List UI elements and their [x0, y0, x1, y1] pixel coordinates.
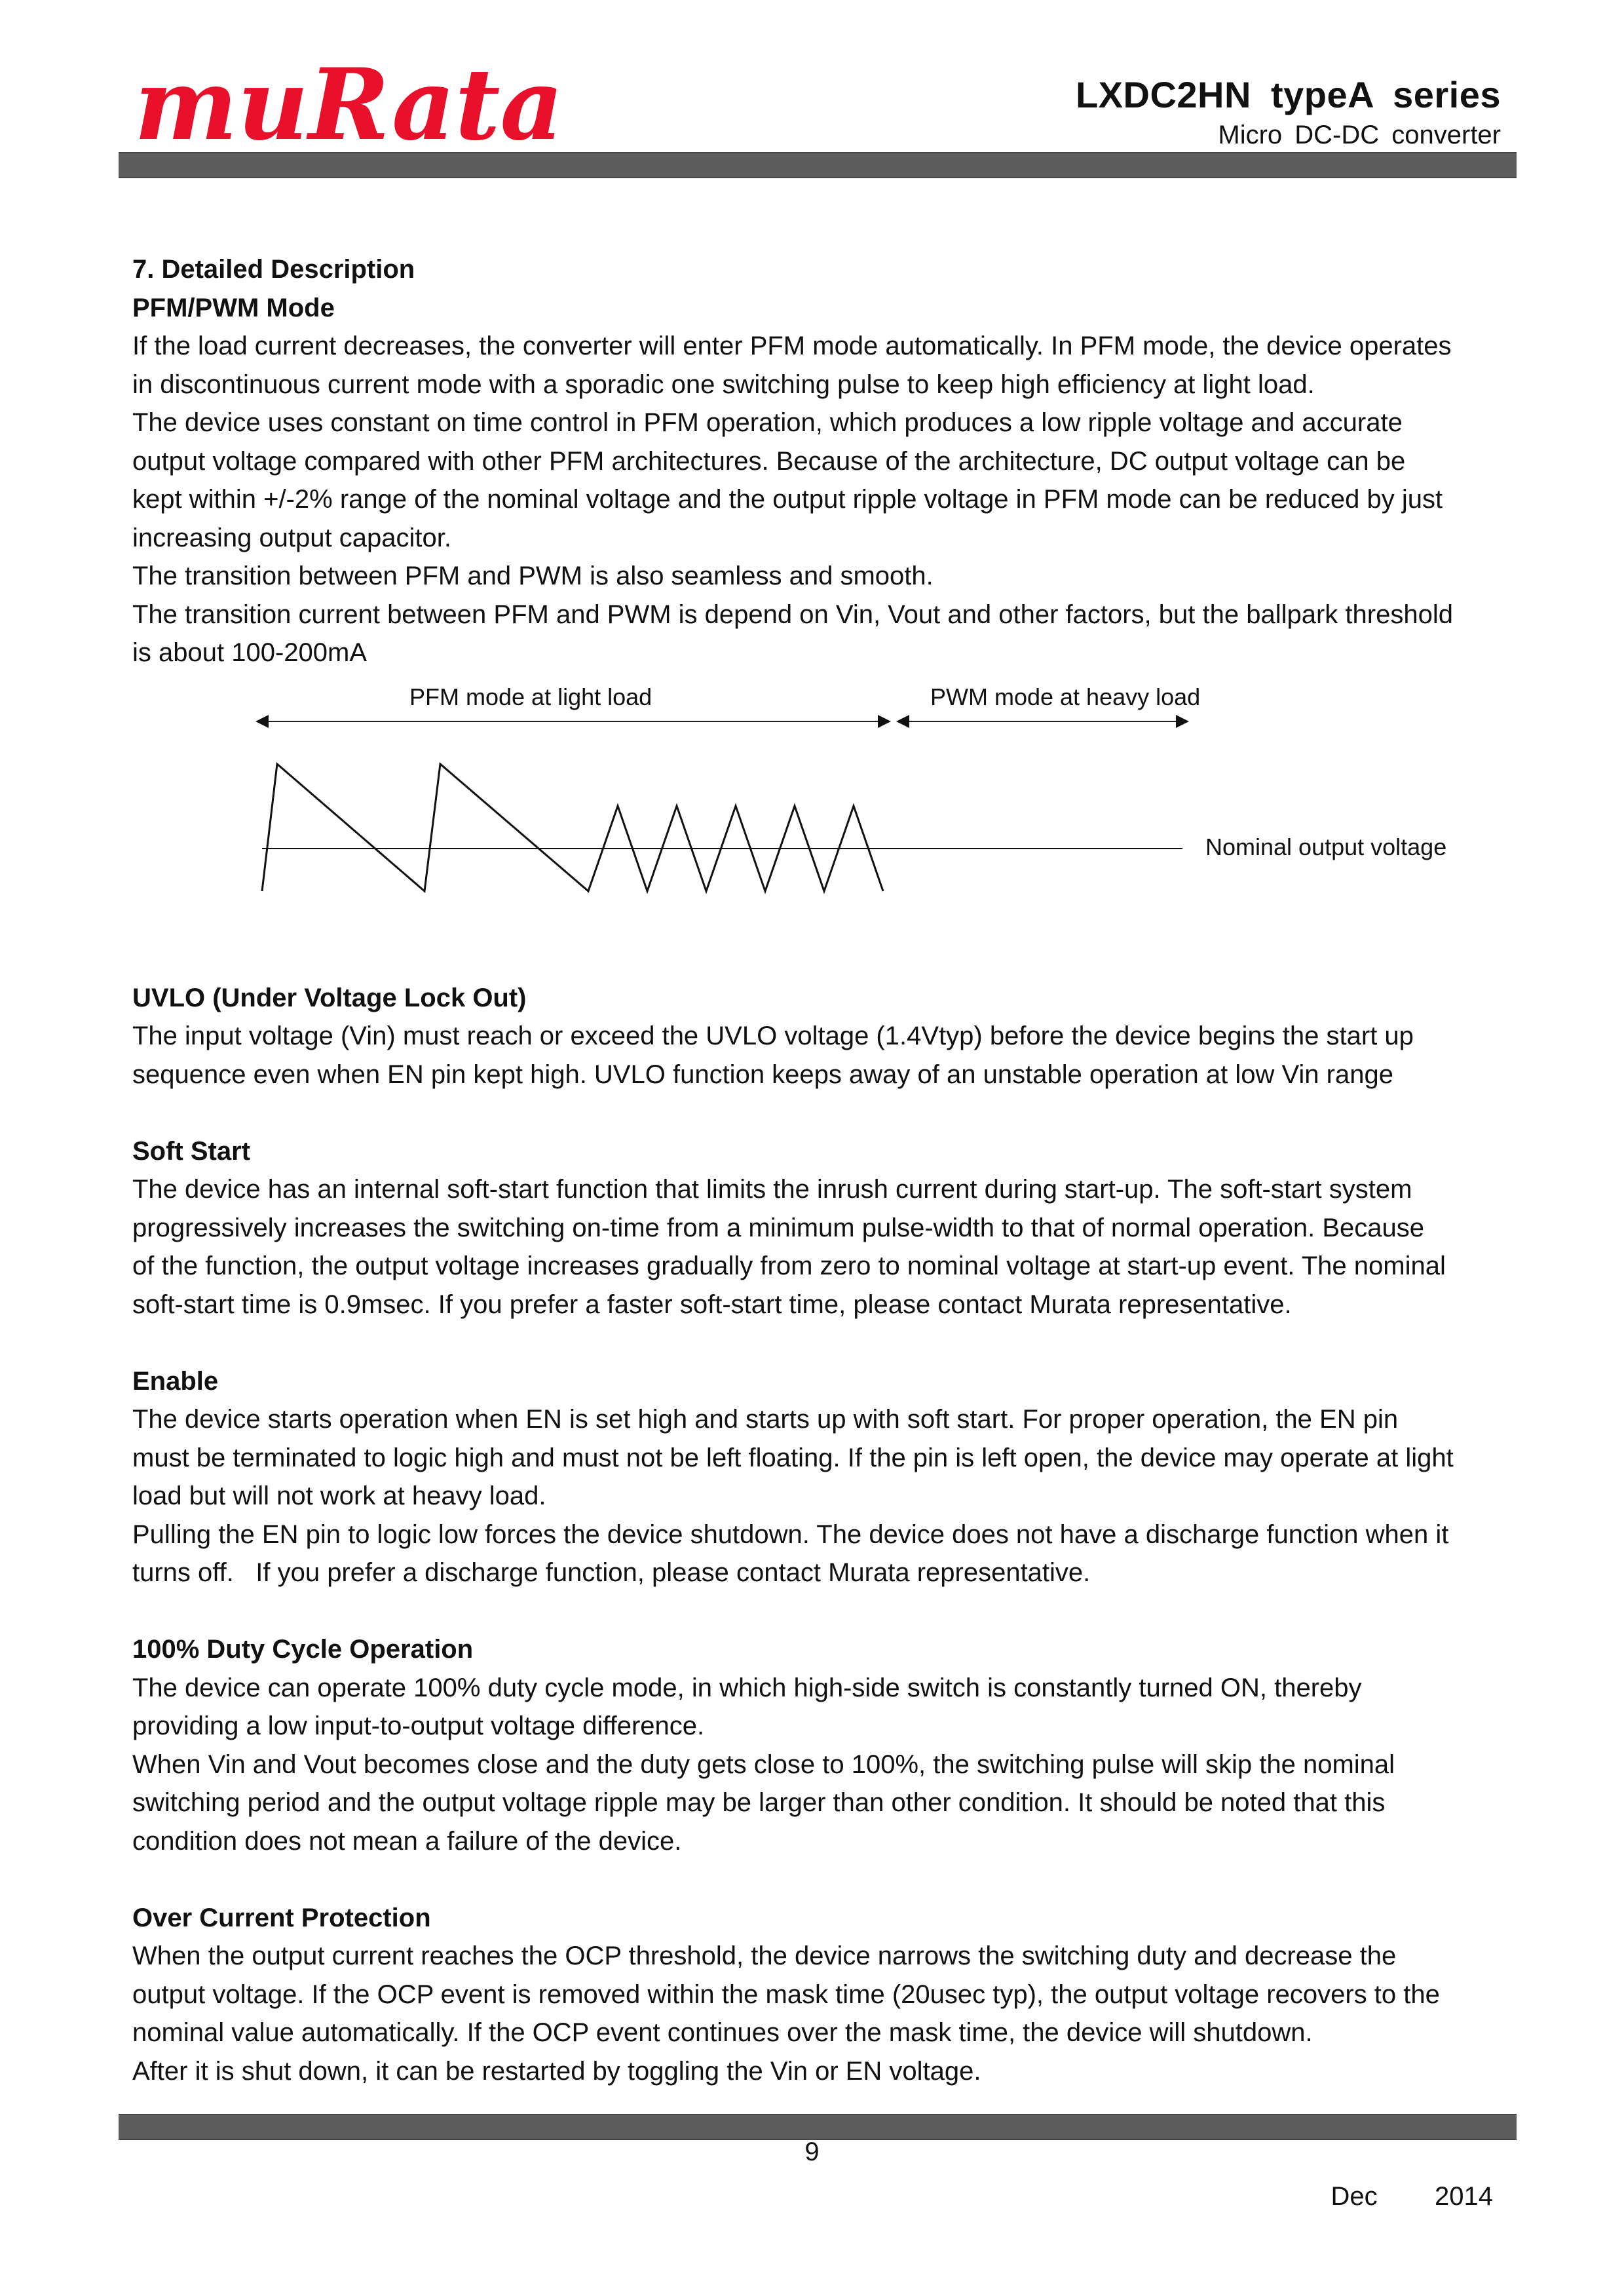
footer-divider-bar: [119, 2114, 1517, 2140]
pfm-span-arrow: [255, 715, 891, 728]
spacer: [132, 1592, 1515, 1631]
pfm-pwm-waveform-diagram: [249, 675, 1494, 917]
pwm-label: PWM mode at heavy load: [930, 683, 1201, 710]
body-line: The input voltage (Vin) must reach or exceed the UVLO voltage (1.4Vtyp) before the device begins the start up: [132, 1022, 1414, 1050]
body-line: Pulling the EN pin to logic low forces the device shutdown. The device does not have a discharge function when it: [132, 1520, 1449, 1549]
section-title: 7. Detailed Description: [132, 255, 415, 284]
body-line: The transition current between PFM and PWM is depend on Vin, Vout and other factors, but the ballpark threshold: [132, 600, 1453, 629]
main-content: [132, 250, 1515, 2090]
subsection-heading-pfm-pwm: PFM/PWM Mode: [132, 293, 335, 322]
body-line: output voltage. If the OCP event is removed within the mask time (20usec typ), the output voltage recovers to the: [132, 1980, 1440, 2009]
body-line: After it is shut down, it can be restarted by toggling the Vin or EN voltage.: [132, 2056, 981, 2086]
body-line: soft-start time is 0.9msec. If you prefer a faster soft-start time, please contact Murata representative.: [132, 1290, 1292, 1319]
body-line: The device starts operation when EN is set high and starts up with soft start. For proper operation, the EN pin: [132, 1405, 1399, 1434]
body-line: of the function, the output voltage increases gradually from zero to nominal voltage at start-up event. The nominal: [132, 1252, 1446, 1280]
page-number: 9: [804, 2137, 820, 2166]
pfm-label: PFM mode at light load: [409, 683, 652, 710]
subsection-heading-uvlo: UVLO (Under Voltage Lock Out): [132, 983, 527, 1012]
body-line: The device can operate 100% duty cycle mode, in which high-side switch is constantly turned ON, thereby: [132, 1673, 1362, 1702]
output-voltage-waveform: [262, 764, 883, 891]
logo-text: muRata: [134, 47, 563, 151]
body-line: load but will not work at heavy load.: [132, 1482, 546, 1510]
header-divider-bar: [119, 152, 1517, 178]
body-line: output voltage compared with other PFM architectures. Because of the architecture, DC output voltage can be: [132, 446, 1406, 476]
nominal-voltage-label: Nominal output voltage: [1205, 833, 1447, 860]
body-line: When the output current reaches the OCP threshold, the device narrows the switching duty and decrease the: [132, 1942, 1397, 1970]
body-line: increasing output capacitor.: [132, 523, 451, 552]
body-line: turns off. If you prefer a discharge function, please contact Murata representative.: [132, 1558, 1091, 1587]
body-line: If the load current decreases, the converter will enter PFM mode automatically. In PFM mode, the device operates: [132, 332, 1452, 360]
body-line: sequence even when EN pin kept high. UVLO function keeps away of an unstable operation at low Vin range: [132, 1060, 1393, 1089]
subsection-heading-soft-start: Soft Start: [132, 1136, 250, 1166]
spacer: [132, 1324, 1515, 1362]
subsection-heading-duty-cycle: 100% Duty Cycle Operation: [132, 1635, 474, 1664]
body-line: The transition between PFM and PWM is also seamless and smooth.: [132, 562, 934, 590]
body-line: providing a low input-to-output voltage difference.: [132, 1712, 705, 1740]
product-subtitle: Micro DC-DC converter: [1218, 121, 1501, 149]
body-line: When Vin and Vout becomes close and the duty gets close to 100%, the switching pulse will skip the nominal: [132, 1750, 1395, 1779]
murata-logo: [131, 46, 570, 151]
body-line: condition does not mean a failure of the device.: [132, 1826, 682, 1856]
spacer: [132, 1860, 1515, 1899]
body-line: The device uses constant on time control in PFM operation, which produces a low ripple voltage and accurate: [132, 408, 1403, 437]
body-line: is about 100-200mA: [132, 638, 368, 667]
subsection-heading-ocp: Over Current Protection: [132, 1903, 431, 1932]
body-line: must be terminated to logic high and must not be left floating. If the pin is left open, the device may operate at light: [132, 1443, 1454, 1472]
body-line: progressively increases the switching on-time from a minimum pulse-width to that of normal operation. Because: [132, 1213, 1424, 1242]
product-title: LXDC2HN typeA series: [1075, 74, 1501, 115]
subsection-heading-enable: Enable: [132, 1366, 219, 1396]
body-line: switching period and the output voltage ripple may be larger than other condition. It should be noted that this: [132, 1788, 1386, 1817]
body-line: kept within +/-2% range of the nominal voltage and the output ripple voltage in PFM mode can be reduced by just: [132, 485, 1443, 514]
pwm-span-arrow: [896, 715, 1189, 728]
spacer: [132, 1094, 1515, 1132]
body-line: nominal value automatically. If the OCP event continues over the mask time, the device will shutdown.: [132, 2018, 1313, 2047]
body-line: The device has an internal soft-start function that limits the inrush current during start-up. The soft-start system: [132, 1175, 1412, 1204]
document-date: Dec 2014: [1331, 2182, 1493, 2211]
body-line: in discontinuous current mode with a sporadic one switching pulse to keep high efficiency at light load.: [132, 370, 1315, 399]
